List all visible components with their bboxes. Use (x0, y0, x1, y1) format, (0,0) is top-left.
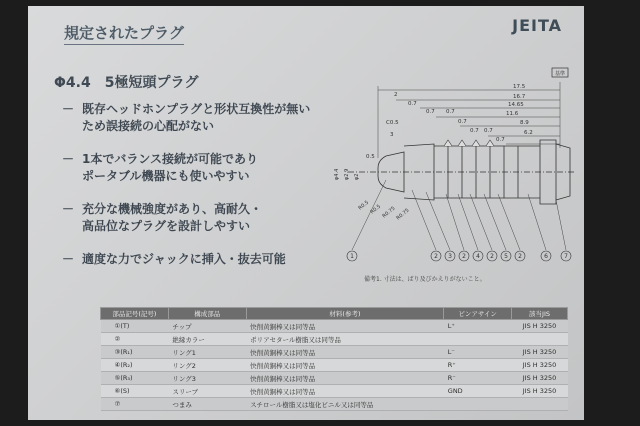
table-cell: リング3 (168, 372, 246, 385)
dim-label: R0.75 (395, 207, 411, 222)
table-cell: R⁻ (444, 372, 512, 385)
bullet-dash: － (62, 152, 75, 166)
table-row (101, 398, 568, 411)
table-cell: L⁺ (444, 320, 512, 333)
dim-label: 14.65 (508, 102, 524, 108)
table-cell (444, 398, 512, 411)
table-cell: ⑦ (101, 398, 169, 411)
table-cell: ④(R₂) (101, 359, 169, 372)
table-cell: ポリアセタール樹脂又は同等品 (246, 333, 444, 346)
bullet-dash: － (62, 202, 75, 216)
jeita-logo: JEITA (512, 16, 562, 35)
dim-label: 0.7 (408, 101, 417, 107)
table-cell: JIS H 3250 (512, 346, 568, 359)
column-header: 該当JIS (512, 308, 568, 320)
dim-label: φ4.4 (334, 168, 340, 180)
dim-label: 11.6 (506, 111, 519, 117)
section-heading: Φ4.4 5極短頭プラグ (54, 75, 199, 91)
table-row (101, 346, 568, 359)
table-cell: JIS H 3250 (512, 320, 568, 333)
dim-label: 17.5 (513, 84, 526, 90)
bullet-dash: － (62, 102, 75, 116)
table-row (101, 320, 568, 333)
table-cell: スチロール樹脂又は塩化ビニル又は同等品 (246, 398, 444, 411)
column-header: ピンアサイン (444, 308, 512, 320)
table-cell: JIS H 3250 (512, 359, 568, 372)
table-cell: リング2 (168, 359, 246, 372)
drawing-note: 備考1. 寸法は、ばり及びかえりがないこと。 (364, 276, 486, 283)
table-cell: つまみ (168, 398, 246, 411)
dim-label: R0.5 (357, 199, 371, 212)
table-cell: ⑥(S) (101, 385, 169, 398)
table-cell: L⁻ (444, 346, 512, 359)
part-number: 2 (518, 253, 522, 260)
table-cell: JIS H 3250 (512, 372, 568, 385)
table-cell (512, 333, 568, 346)
table-cell: 快削黄銅棒又は同等品 (246, 359, 444, 372)
part-number: 2 (490, 253, 494, 260)
dim-label: 0.7 (470, 128, 479, 134)
dim-label: 3 (390, 132, 394, 138)
table-cell: 快削黄銅棒又は同等品 (246, 320, 444, 333)
slide (28, 6, 584, 420)
column-header: 部品記号(記号) (101, 308, 169, 320)
drawing-stamp: 基準 (554, 71, 566, 77)
part-number: 5 (504, 253, 508, 260)
table-cell: GND (444, 385, 512, 398)
table-row (101, 372, 568, 385)
table-cell: 快削黄銅棒又は同等品 (246, 372, 444, 385)
table-cell: 絶縁カラー (168, 333, 246, 346)
table-cell: ①(T) (101, 320, 169, 333)
plug-technical-drawing (308, 60, 578, 270)
part-number: 6 (544, 253, 548, 260)
slide-title: 規定されたプラグ (64, 22, 184, 45)
part-number: 2 (462, 253, 466, 260)
table-cell: JIS H 3250 (512, 385, 568, 398)
dim-label: 0.7 (496, 137, 505, 143)
dim-label: 2 (394, 92, 398, 98)
dim-label: 6.2 (524, 130, 533, 136)
table-cell (444, 333, 512, 346)
dim-label: R0.5 (369, 203, 383, 216)
dim-label: 0.7 (446, 109, 455, 115)
dim-label: 8.9 (520, 120, 529, 126)
table-row (101, 359, 568, 372)
dim-label: 0.7 (458, 119, 467, 125)
table-cell: ② (101, 333, 169, 346)
dim-label: C0.5 (386, 120, 399, 126)
table-cell: スリーブ (168, 385, 246, 398)
table-header-row (101, 308, 568, 320)
table-row (101, 385, 568, 398)
bullet-text: 充分な機械強度があり、高耐久・ 高品位なプラグを設計しやすい (82, 202, 263, 233)
dim-label: 0.7 (484, 128, 493, 134)
dim-label: φ2 (354, 173, 360, 180)
column-header: 構成部品 (168, 308, 246, 320)
bullet-text: 既存ヘッドホンプラグと形状互換性が無い ため誤接続の心配がない (82, 102, 311, 133)
table-cell (512, 398, 568, 411)
bullet-dash: － (62, 252, 75, 266)
part-number: 7 (564, 253, 568, 260)
part-number: 1 (350, 253, 354, 260)
column-header: 材料(参考) (246, 308, 444, 320)
bullet-text: 適度な力でジャックに挿入・抜去可能 (82, 252, 286, 266)
dim-label: 0.7 (426, 109, 435, 115)
dim-label: φ2.9 (344, 168, 350, 180)
table-cell: 快削黄銅棒又は同等品 (246, 385, 444, 398)
table-row (101, 333, 568, 346)
table-cell: 快削黄銅棒又は同等品 (246, 346, 444, 359)
part-number: 3 (448, 253, 452, 260)
table-cell: ⑤(R₃) (101, 372, 169, 385)
dim-label: R0.75 (381, 205, 397, 220)
table-cell: チップ (168, 320, 246, 333)
bullet-text: 1本でバランス接続が可能であり ポータブル機器にも使いやすい (82, 152, 258, 183)
part-number: 4 (476, 253, 480, 260)
dim-label: 0.5 (366, 154, 375, 160)
part-number: 2 (434, 253, 438, 260)
table-cell: R⁺ (444, 359, 512, 372)
dim-label: 16.7 (513, 94, 526, 100)
table-cell: リング1 (168, 346, 246, 359)
parts-table (100, 307, 568, 411)
table-cell: ③(R₁) (101, 346, 169, 359)
